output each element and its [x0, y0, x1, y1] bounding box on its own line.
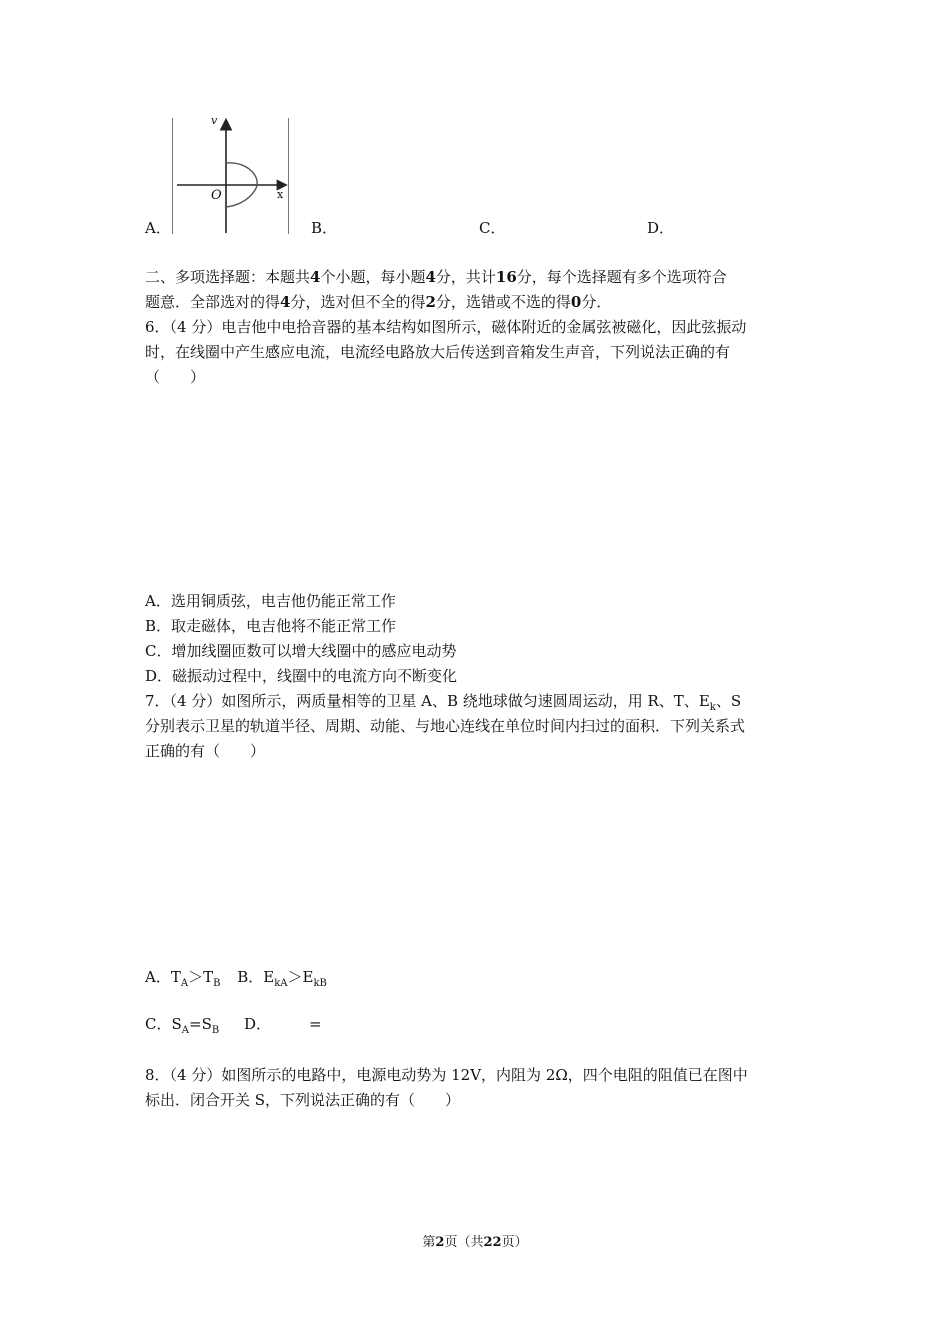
- section2-line2: 题意．全部选对的得4分，选对但不全的得2分，选错或不选的得0分．: [145, 293, 612, 311]
- q6-line3: （ ）: [145, 368, 206, 386]
- q7-line2: 分别表示卫星的轨道半径、周期、动能、与地心连线在单位时间内扫过的面积．下列关系式: [145, 717, 746, 735]
- q7-option-b: B．$E_{kA}>E_{kB}$: [237, 968, 327, 989]
- q6-line1: 6．（4 分）电吉他中电拾音器的基本结构如图所示，磁体附近的金属弦被磁化，因此弦振动: [145, 318, 747, 336]
- option-b-label: B．: [311, 219, 338, 237]
- q7-option-c: C．$S_A=S_B$: [145, 1015, 220, 1036]
- q7-option-d-equals: =: [309, 1015, 322, 1033]
- vx-graph-svg: [173, 118, 288, 234]
- q6-option-b: B．取走磁体，电吉他将不能正常工作: [145, 617, 397, 635]
- q6-option-c: C．增加线圈匝数可以增大线圈中的感应电动势: [145, 642, 457, 660]
- q8-line1: 8．（4 分）如图所示的电路中，电源电动势为 12V，内阻为 2Ω，四个电阻的阻值已在图中: [145, 1066, 748, 1084]
- current-page: 2: [435, 1235, 445, 1250]
- q7-options-cd: [145, 1014, 219, 1041]
- q7-options-ab: [145, 967, 327, 994]
- q6-option-d: D．磁振动过程中，线圈中的电流方向不断变化: [145, 667, 458, 685]
- x-axis-label: x: [277, 188, 284, 201]
- q7-line1: 7．（4 分）如图所示，两质量相等的卫星 A、B 绕地球做匀速圆周运动，用 R、T、$E_k$、S: [145, 692, 742, 713]
- y-axis-label: v: [211, 114, 218, 127]
- q7-option-a: A．$T_A>T_B$: [145, 968, 221, 989]
- option-d-label: D．: [647, 219, 675, 237]
- q8-line2: 标出．闭合开关 S，下列说法正确的有（ ）: [145, 1091, 461, 1109]
- option-a-graph: [172, 114, 289, 234]
- origin-label: O: [211, 188, 222, 203]
- q7-line3: 正确的有（ ）: [145, 742, 266, 760]
- section2-line1: 二、多项选择题：本题共4个小题，每小题4分，共计16分，每个选择题有多个选项符合: [145, 268, 727, 286]
- q6-line2: 时，在线圈中产生感应电流，电流经电路放大后传送到音箱发生声音，下列说法正确的有: [145, 343, 731, 361]
- total-pages: 22: [483, 1235, 502, 1250]
- page-footer: 第2页（共22页）: [422, 1235, 528, 1250]
- q7-option-d: D．: [244, 1015, 272, 1033]
- option-a-label: A．: [145, 219, 171, 237]
- q6-option-a: A．选用铜质弦，电吉他仍能正常工作: [145, 592, 396, 610]
- option-c-label: C．: [479, 219, 506, 237]
